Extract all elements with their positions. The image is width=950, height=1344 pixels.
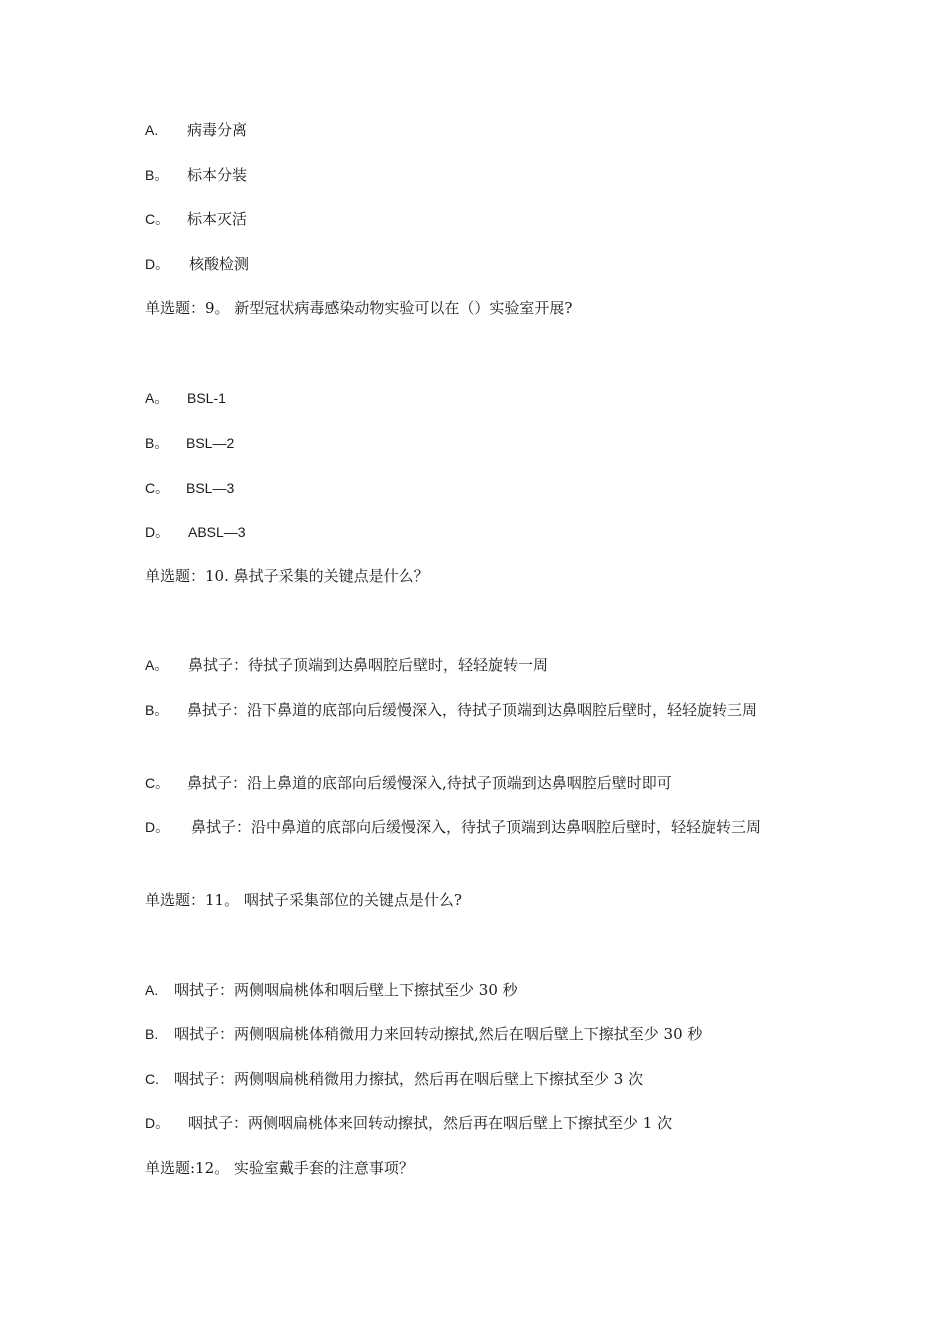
option-text: BSL-1 [187, 390, 226, 406]
option-text: 病毒分离 [187, 121, 248, 139]
question-10: 单选题：10. 鼻拭子采集的关键点是什么？ [145, 567, 429, 585]
option-text: BSL—3 [186, 480, 235, 496]
option-text: 鼻拭子：沿中鼻道的底部向后缓慢深入，待拭子顶端到达鼻咽腔后壁时，轻轻旋转三周 [191, 818, 762, 836]
option-label: D。 [145, 256, 170, 272]
option-label: A. [145, 122, 159, 138]
option-label: A。 [145, 657, 169, 673]
option-label: C。 [145, 211, 170, 227]
option-d [145, 813, 810, 841]
option-b [145, 161, 247, 189]
option-label: B。 [145, 167, 169, 183]
option-label: B. [145, 1026, 159, 1042]
option-b [145, 1020, 702, 1048]
option-text: 咽拭子：两侧咽扁桃体来回转动擦拭，然后再在咽后壁上下擦拭至少 1 次 [188, 1114, 673, 1132]
option-a [145, 976, 518, 1004]
option-c [145, 1065, 643, 1093]
option-c [145, 769, 672, 797]
option-label: D。 [145, 1115, 170, 1131]
question-11: 单选题：11。 咽拭子采集部位的关键点是什么? [145, 891, 462, 909]
option-text: 标本分装 [187, 166, 248, 184]
option-label: A. [145, 982, 159, 998]
option-text: 咽拭子：两侧咽扁桃体稍微用力来回转动擦拭,然后在咽后壁上下擦拭至少 30 秒 [174, 1025, 703, 1043]
option-label: A。 [145, 390, 169, 406]
option-text: 核酸检测 [189, 255, 250, 273]
option-label: D。 [145, 819, 170, 835]
option-text: 咽拭子：两侧咽扁桃稍微用力擦拭，然后再在咽后壁上下擦拭至少 3 次 [174, 1070, 644, 1088]
option-text: ABSL—3 [188, 524, 246, 540]
option-c [145, 474, 234, 502]
option-label: C. [145, 1071, 159, 1087]
option-label: C。 [145, 480, 170, 496]
option-d [145, 518, 246, 546]
option-text: 咽拭子：两侧咽扁桃体和咽后壁上下擦拭至少 30 秒 [174, 981, 518, 999]
option-text: 鼻拭子：沿下鼻道的底部向后缓慢深入，待拭子顶端到达鼻咽腔后壁时，轻轻旋转三周 [187, 701, 758, 719]
option-d [145, 1109, 672, 1137]
option-label: B。 [145, 435, 169, 451]
option-label: C。 [145, 775, 170, 791]
option-b [145, 429, 234, 457]
option-a [145, 116, 247, 144]
option-text: 鼻拭子：沿上鼻道的底部向后缓慢深入,待拭子顶端到达鼻咽腔后壁时即可 [187, 774, 672, 792]
question-9: 单选题：9。 新型冠状病毒感染动物实验可以在（）实验室开展? [145, 299, 573, 317]
option-text: BSL—2 [186, 435, 235, 451]
option-text: 标本灭活 [187, 210, 248, 228]
option-a [145, 384, 226, 412]
option-a [145, 651, 548, 679]
option-label: B。 [145, 702, 169, 718]
option-text: 鼻拭子：待拭子顶端到达鼻咽腔后壁时，轻轻旋转一周 [188, 656, 549, 674]
option-d [145, 250, 249, 278]
option-c [145, 205, 247, 233]
question-12: 单选题:12。 实验室戴手套的注意事项？ [145, 1159, 414, 1177]
option-b [145, 696, 810, 724]
option-label: D。 [145, 524, 170, 540]
